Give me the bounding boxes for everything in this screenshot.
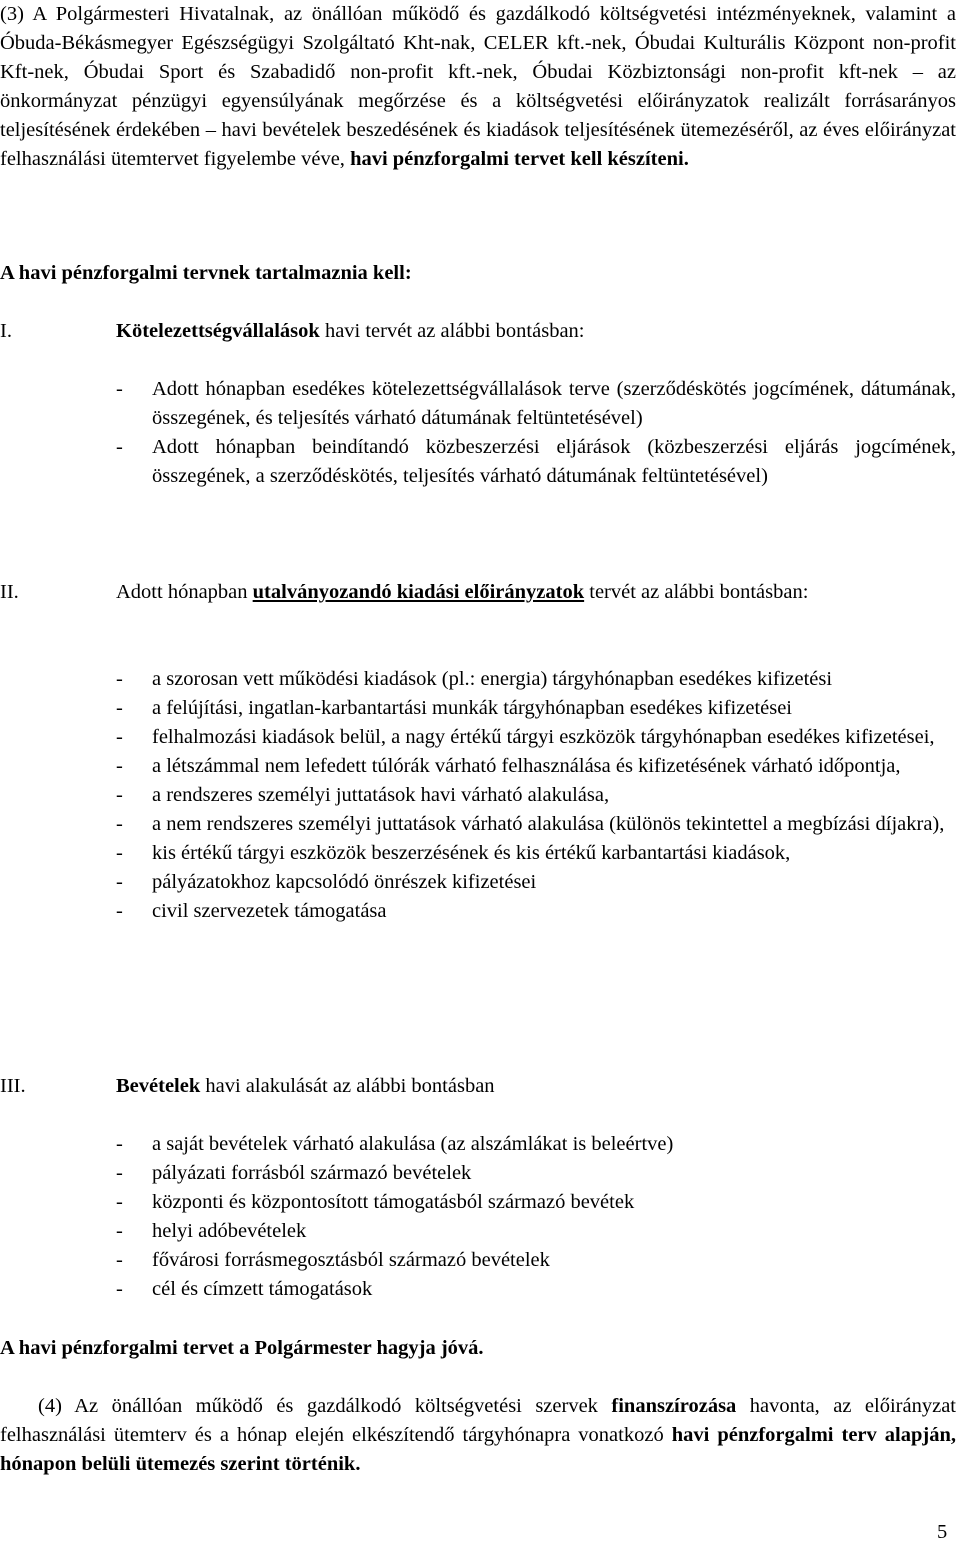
list-dash: -	[116, 813, 123, 835]
list-dash: -	[116, 784, 123, 806]
list-dash: -	[116, 1220, 123, 1242]
list-dash: -	[116, 668, 123, 690]
section-2-heading	[116, 578, 956, 607]
list-item	[116, 375, 956, 433]
paragraph-4	[0, 1392, 956, 1479]
list-item-text: felhalmozási kiadások belül, a nagy értékű tárgyi eszközök tárgyhónapban esedékes kifizetései,	[152, 726, 935, 748]
list-item	[116, 433, 956, 491]
paragraph-3-text: (3) A Polgármesteri Hivatalnak, az önállóan működő és gazdálkodó költségvetési intézményeknek, valamint a Óbuda-Békásmegyer Egészségügyi Szolgáltató Kht-nak, CELER kft.-nek, Óbudai Kulturális Központ non-profit Kft-nek, Óbudai Sport és Szabadidő non-profit kft.-nek, Óbudai Közbiztonsági non-profit kft-nek – az önkormányzat pénzügyi egyensúlyának megőrzése és a költségvetési előirányzatok realizált forrásarányos teljesítésének érdekében – havi bevételek beszedésének és kiadások teljesítésének ütemezéséről, az éves előirányzat felhasználási ütemtervet figyelembe véve,	[0, 3, 956, 170]
list-dash: -	[116, 1133, 123, 1155]
list-item	[116, 1275, 956, 1304]
list-item	[116, 694, 956, 723]
list-dash: -	[116, 1191, 123, 1213]
list-item	[116, 752, 956, 781]
section-3-heading	[116, 1072, 956, 1101]
section-3-list	[116, 1130, 956, 1304]
paragraph-3	[0, 0, 956, 174]
list-item	[116, 1130, 956, 1159]
paragraph-3-bold: havi pénzforgalmi tervet kell készíteni.	[350, 148, 689, 170]
list-item-text: Adott hónapban beindítandó közbeszerzési eljárások (közbeszerzési eljárás jogcímének, összegének, a szerződéskötés, teljesítés várható dátumának feltüntetésével)	[152, 436, 956, 487]
page-number: 5	[937, 1521, 948, 1543]
section-2-number: II.	[0, 581, 19, 603]
list-item-text: pályázati forrásból származó bevételek	[152, 1162, 472, 1184]
section-2-list	[116, 665, 956, 926]
list-item-text: pályázatokhoz kapcsolódó önrészek kifizetései	[152, 871, 537, 893]
list-item-text: civil szervezetek támogatása	[152, 900, 387, 922]
list-dash: -	[116, 1278, 123, 1300]
list-item-text: cél és címzett támogatások	[152, 1278, 373, 1300]
list-dash: -	[116, 1162, 123, 1184]
list-item-text: a rendszeres személyi juttatások havi várható alakulása,	[152, 784, 610, 806]
list-item	[116, 810, 956, 839]
list-item	[116, 868, 956, 897]
list-item-text: a nem rendszeres személyi juttatások várható alakulása (különös tekintettel a megbízási díjakra),	[152, 813, 945, 835]
list-item-text: a szorosan vett működési kiadások (pl.: energia) tárgyhónapban esedékes kifizetési	[152, 668, 833, 690]
list-item-text: központi és központosított támogatásból származó bevétek	[152, 1191, 635, 1213]
section-3-number: III.	[0, 1075, 26, 1097]
section-1-bold: Kötelezettségvállalások	[116, 320, 320, 342]
section-3-rest: havi alakulását az alábbi bontásban	[205, 1075, 495, 1097]
list-item-text: Adott hónapban esedékes kötelezettségvállalások terve (szerződéskötés jogcímének, dátumának, összegének, és teljesítés várható dátumának feltüntetésével)	[152, 378, 956, 429]
list-dash: -	[116, 755, 123, 777]
paragraph-4-text-b: havonta, az előirányzat felhasználási ütemterv és a hónap elején elkészítendő tárgyhónapra vonatkozó	[0, 1395, 956, 1446]
list-item-text: fővárosi forrásmegosztásból származó bevételek	[152, 1249, 550, 1271]
list-dash: -	[116, 378, 123, 400]
section-2-rest: tervét az alábbi bontásban:	[589, 581, 809, 603]
paragraph-4-bold-b: havi pénzforgalmi terv alapján, hónapon belüli ütemezés szerint történik.	[0, 1424, 956, 1475]
list-item-text: a saját bevételek várható alakulása (az alszámlákat is beleértve)	[152, 1133, 674, 1155]
list-dash: -	[116, 842, 123, 864]
list-item	[116, 665, 956, 694]
section-3-bold: Bevételek	[116, 1075, 201, 1097]
section-1-list	[116, 375, 956, 491]
list-item-text: a felújítási, ingatlan-karbantartási munkák tárgyhónapban esedékes kifizetései	[152, 697, 793, 719]
list-dash: -	[116, 871, 123, 893]
list-item	[116, 1217, 956, 1246]
list-item	[116, 1188, 956, 1217]
section-2-pre: Adott hónapban	[116, 581, 248, 603]
list-item	[116, 897, 956, 926]
list-item	[116, 1246, 956, 1275]
list-dash: -	[116, 900, 123, 922]
section-1-number: I.	[0, 320, 12, 342]
list-item	[116, 781, 956, 810]
list-dash: -	[116, 436, 123, 458]
list-item-text: a létszámmal nem lefedett túlórák várható felhasználása és kifizetésének várható időpontja,	[152, 755, 901, 777]
list-item-text: kis értékű tárgyi eszközök beszerzésének és kis értékű karbantartási kiadások,	[152, 842, 791, 864]
list-item	[116, 839, 956, 868]
list-item-text: helyi adóbevételek	[152, 1220, 307, 1242]
list-dash: -	[116, 1249, 123, 1271]
paragraph-4-text-a: (4) Az önállóan működő és gazdálkodó költségvetési szervek	[38, 1395, 598, 1417]
list-item	[116, 1159, 956, 1188]
list-dash: -	[116, 726, 123, 748]
approval-statement: A havi pénzforgalmi tervet a Polgármester hagyja jóvá.	[0, 1337, 484, 1359]
list-dash: -	[116, 697, 123, 719]
contents-heading: A havi pénzforgalmi tervnek tartalmaznia kell:	[0, 262, 412, 284]
section-1-heading	[116, 317, 956, 346]
paragraph-4-bold-a: finanszírozása	[611, 1395, 737, 1417]
section-1-rest: havi tervét az alábbi bontásban:	[324, 320, 585, 342]
list-item	[116, 723, 956, 752]
section-2-bold: utalványozandó kiadási előirányzatok	[252, 581, 585, 603]
